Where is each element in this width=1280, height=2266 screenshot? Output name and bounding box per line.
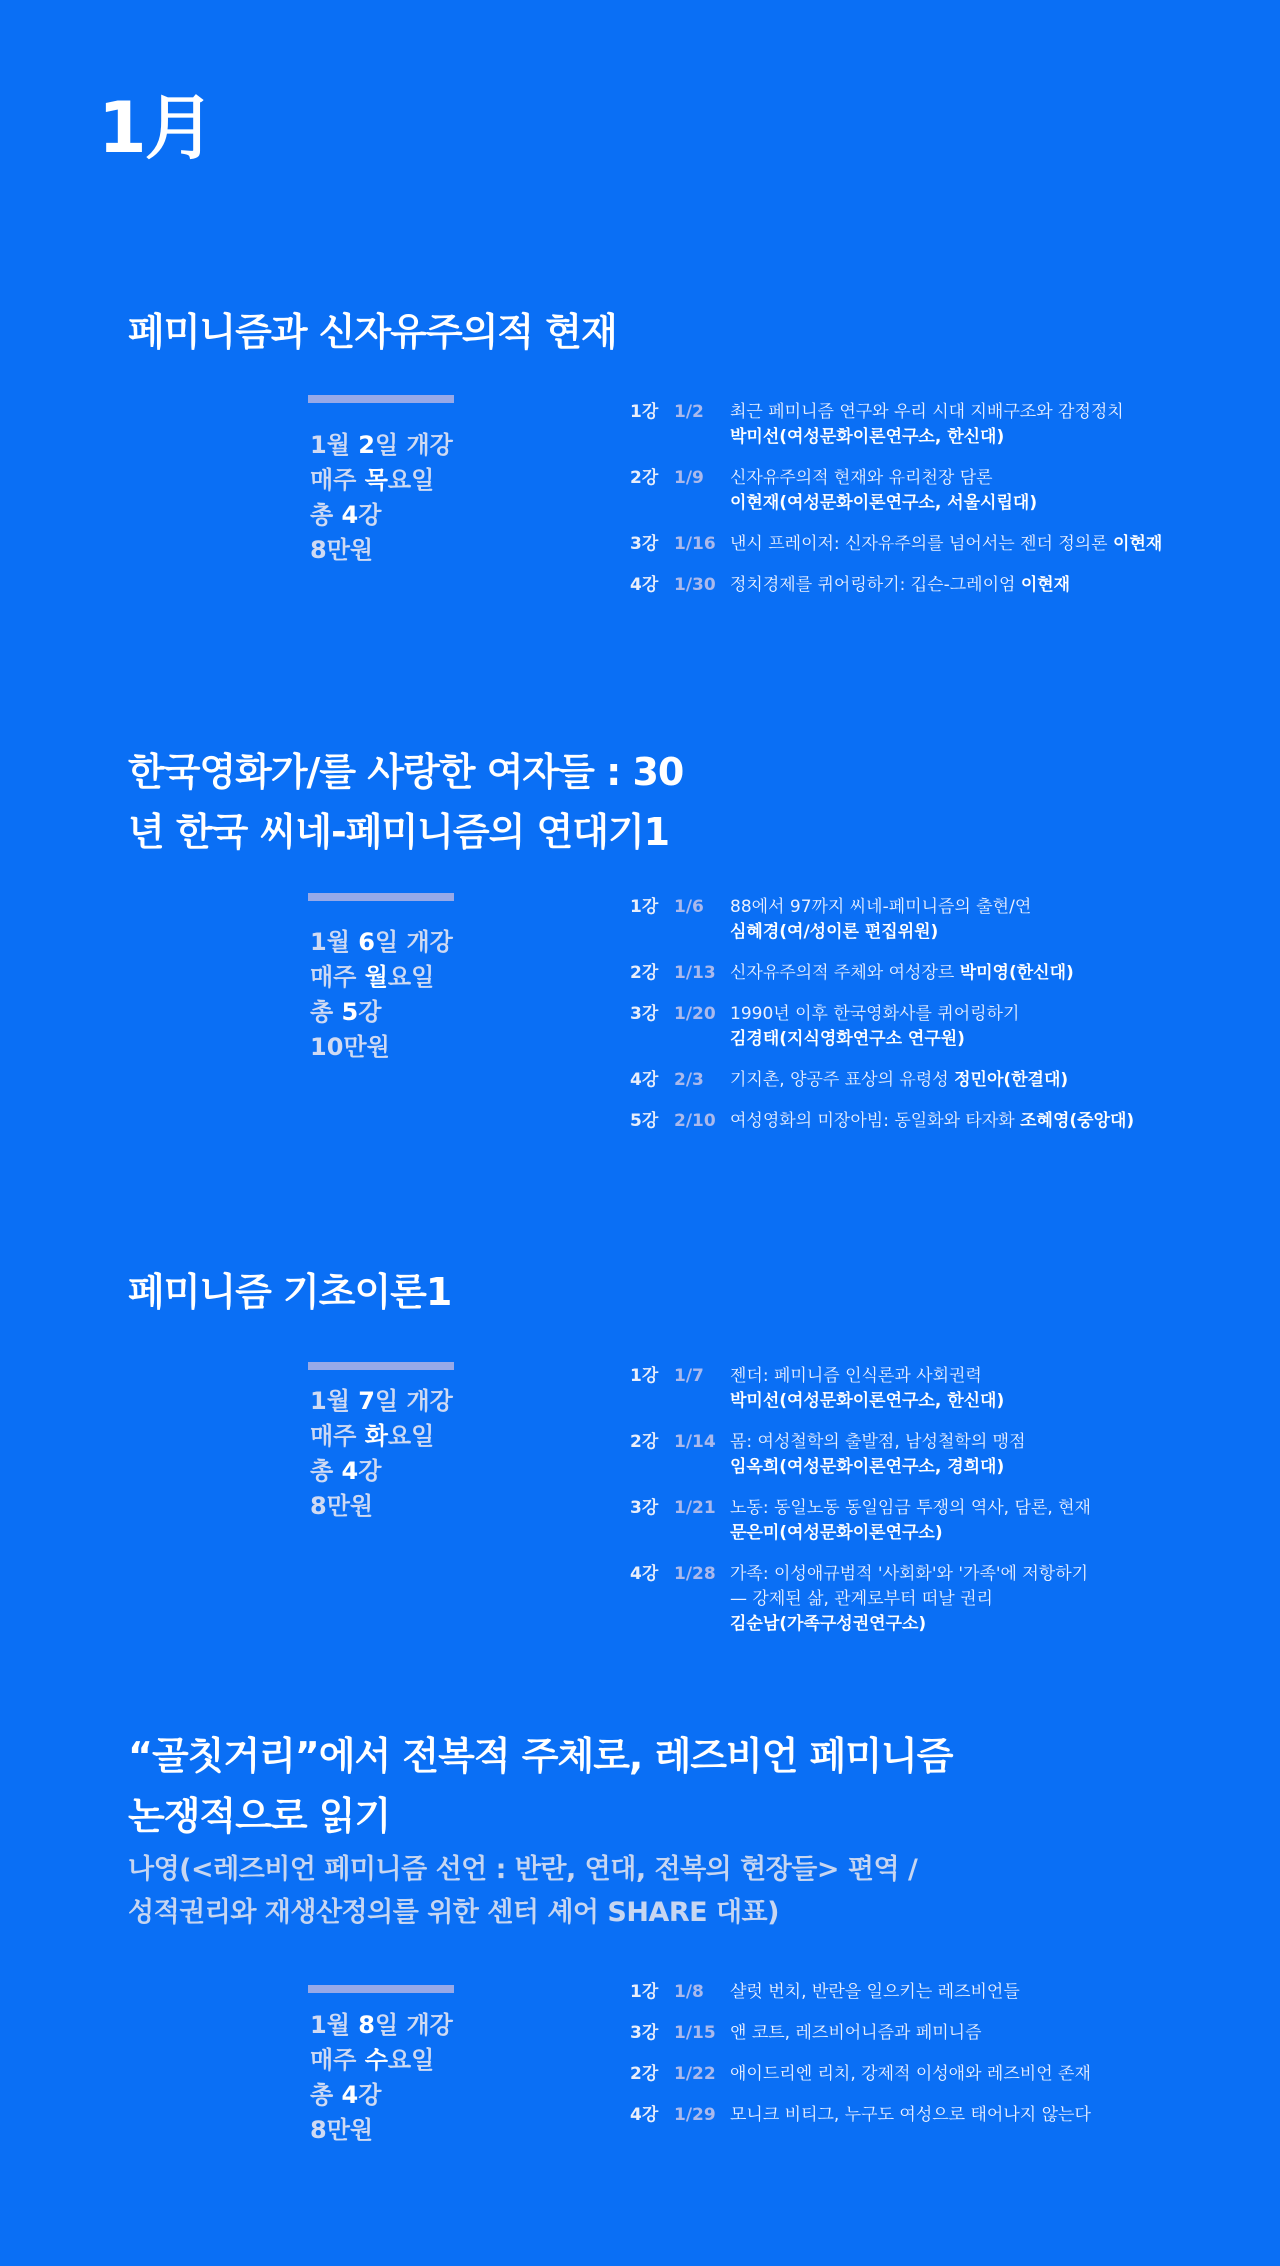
lecture-item: [630, 1496, 1270, 1546]
lecture-topic-continued: — 강제된 삶, 관계로부터 떠날 권리: [730, 1589, 993, 1609]
divider-bar: [308, 1362, 454, 1370]
lecture-number: 2강: [630, 963, 659, 983]
lecture-date: 1/21: [674, 1498, 716, 1518]
lecture-item: [630, 1109, 1270, 1134]
lecture-number: 2강: [630, 468, 659, 488]
lecture-number: 1강: [630, 897, 659, 917]
lecture-item: [630, 1364, 1270, 1414]
lecture-topic: 최근 페미니즘 연구와 우리 시대 지배구조와 감정정치: [730, 402, 1124, 422]
lecture-item: [630, 2021, 1270, 2046]
course-info: [310, 925, 453, 1065]
lecture-number: 1강: [630, 402, 659, 422]
course-info: [310, 428, 453, 568]
lecturer: 박미선(여성문화이론연구소, 한신대): [730, 1391, 1005, 1411]
start-date: 1월 8일 개강: [310, 2011, 453, 2039]
lecture-count: 총 4강: [310, 501, 382, 529]
lecturer: 심혜경(여/성이론 편집위원): [730, 922, 939, 942]
lecture-date: 1/28: [674, 1564, 716, 1584]
lecturer: 이현재: [1113, 534, 1163, 554]
lecture-item: [630, 2103, 1270, 2128]
lecture-schedule: [630, 1364, 1270, 1653]
start-date: 1월 6일 개강: [310, 928, 453, 956]
lecture-topic: 낸시 프레이저: 신자유주의를 넘어서는 젠더 정의론: [730, 534, 1108, 554]
lecture-number: 1강: [630, 1982, 659, 2002]
course-title-line: 페미니즘 기초이론1: [128, 1270, 452, 1314]
lecturer: 박미영(한신대): [959, 963, 1074, 983]
course-info: [310, 2008, 453, 2148]
lecture-topic: 앤 코트, 레즈비어니즘과 페미니즘: [730, 2023, 982, 2043]
lecture-number: 2강: [630, 2064, 659, 2084]
lecture-item: [630, 1002, 1270, 1052]
lecture-item: [630, 400, 1270, 450]
lecture-topic: 여성영화의 미장아빔: 동일화와 타자화: [730, 1111, 1015, 1131]
lecture-topic: 신자유주의적 현재와 유리천장 담론: [730, 468, 993, 488]
lecture-number: 4강: [630, 2105, 659, 2125]
lecture-number: 4강: [630, 1564, 659, 1584]
course-instructor: [128, 1848, 917, 1934]
lecturer: 김순남(가족구성권연구소): [730, 1614, 927, 1634]
lecture-topic: 젠더: 페미니즘 인식론과 사회권력: [730, 1366, 982, 1386]
lecture-number: 4강: [630, 1070, 659, 1090]
lecture-topic: 신자유주의적 주체와 여성장르: [730, 963, 955, 983]
lecture-item: [630, 1430, 1270, 1480]
lecture-number: 3강: [630, 1498, 659, 1518]
lecture-date: 2/10: [674, 1111, 716, 1131]
lecture-count: 총 4강: [310, 1457, 382, 1485]
start-date: 1월 7일 개강: [310, 1387, 453, 1415]
lecturer: 문은미(여성문화이론연구소): [730, 1523, 943, 1543]
lecture-topic: 모니크 비티그, 누구도 여성으로 태어나지 않는다: [730, 2105, 1091, 2125]
course-title-line: 한국영화가/를 사랑한 여자들 : 30: [128, 750, 684, 794]
lecture-item: [630, 895, 1270, 945]
divider-bar: [308, 1985, 454, 1993]
course-fee: 8만원: [310, 1492, 374, 1520]
lecture-number: 3강: [630, 534, 659, 554]
lecture-date: 1/30: [674, 575, 716, 595]
lecture-schedule: [630, 1980, 1270, 2144]
course-title-line: “골칫거리”에서 전복적 주체로, 레즈비언 페미니즘: [128, 1734, 953, 1778]
lecture-item: [630, 961, 1270, 986]
weekly-day: 매주 목요일: [310, 466, 435, 494]
lecture-date: 1/8: [674, 1982, 704, 2002]
lecturer: 이현재: [1020, 575, 1071, 595]
course-title-line: 년 한국 씨네-페미니즘의 연대기1: [128, 810, 670, 854]
divider-bar: [308, 395, 454, 403]
lecture-number: 1강: [630, 1366, 659, 1386]
lecture-topic: 몸: 여성철학의 출발점, 남성철학의 맹점: [730, 1432, 1026, 1452]
lecture-topic: 1990년 이후 한국영화사를 퀴어링하기: [730, 1004, 1020, 1024]
lecturer: 김경태(지식영화연구소 연구원): [730, 1029, 965, 1049]
lecture-item: [630, 2062, 1270, 2087]
lecture-number: 3강: [630, 1004, 659, 1024]
lecture-date: 1/6: [674, 897, 704, 917]
lecture-date: 1/22: [674, 2064, 716, 2084]
lecturer: 박미선(여성문화이론연구소, 한신대): [730, 427, 1005, 447]
lecture-date: 1/20: [674, 1004, 716, 1024]
lecture-schedule: [630, 895, 1270, 1150]
course-title: [128, 742, 683, 862]
lecture-item: [630, 1562, 1270, 1637]
lecturer: 정민아(한결대): [954, 1070, 1069, 1090]
lecture-count: 총 4강: [310, 2081, 382, 2109]
weekly-day: 매주 수요일: [310, 2046, 435, 2074]
lecture-item: [630, 532, 1270, 557]
lecture-number: 2강: [630, 1432, 659, 1452]
instructor-line: 나영(<레즈비언 페미니즘 선언 : 반란, 연대, 전복의 현장들> 편역 /: [128, 1854, 918, 1885]
lecture-date: 1/9: [674, 468, 704, 488]
lecture-topic: 노동: 동일노동 동일임금 투쟁의 역사, 담론, 현재: [730, 1498, 1091, 1518]
page-month-title: 1月: [98, 87, 213, 169]
start-date: 1월 2일 개강: [310, 431, 453, 459]
lecture-item: [630, 573, 1270, 598]
divider-bar: [308, 893, 454, 901]
lecture-date: 1/16: [674, 534, 716, 554]
lecture-number: 3강: [630, 2023, 659, 2043]
course-title: [128, 302, 617, 362]
course-title-line: 논쟁적으로 읽기: [128, 1794, 391, 1838]
lecture-date: 1/14: [674, 1432, 716, 1452]
lecture-date: 1/15: [674, 2023, 716, 2043]
course-title: [128, 1262, 451, 1322]
lecture-date: 1/2: [674, 402, 704, 422]
lecturer: 조혜영(중앙대): [1020, 1111, 1135, 1131]
lecture-item: [630, 1068, 1270, 1093]
lecture-date: 1/29: [674, 2105, 716, 2125]
lecture-topic: 애이드리엔 리치, 강제적 이성애와 레즈비언 존재: [730, 2064, 1091, 2084]
lecture-count: 총 5강: [310, 998, 382, 1026]
lecture-topic: 88에서 97까지 씨네-페미니즘의 출현/연: [730, 897, 1032, 917]
lecture-item: [630, 466, 1270, 516]
instructor-line: 성적권리와 재생산정의를 위한 센터 셰어 SHARE 대표): [128, 1897, 779, 1928]
lecture-date: 1/13: [674, 963, 716, 983]
course-fee: 10만원: [310, 1033, 390, 1061]
course-info: [310, 1384, 453, 1524]
lecture-date: 1/7: [674, 1366, 704, 1386]
lecture-topic: 샬럿 번치, 반란을 일으키는 레즈비언들: [730, 1982, 1020, 2002]
lecturer: 이현재(여성문화이론연구소, 서울시립대): [730, 493, 1038, 513]
course-fee: 8만원: [310, 536, 374, 564]
weekly-day: 매주 화요일: [310, 1422, 435, 1450]
lecture-number: 5강: [630, 1111, 659, 1131]
lecture-topic: 정치경제를 퀴어링하기: 깁슨-그레이엄: [730, 575, 1016, 595]
course-title: [128, 1726, 952, 1846]
lecture-item: [630, 1980, 1270, 2005]
course-fee: 8만원: [310, 2116, 374, 2144]
lecture-schedule: [630, 400, 1270, 614]
lecturer: 임옥희(여성문화이론연구소, 경희대): [730, 1457, 1005, 1477]
weekly-day: 매주 월요일: [310, 963, 435, 991]
lecture-topic: 가족: 이성애규범적 '사회화'와 '가족'에 저항하기: [730, 1564, 1089, 1584]
lecture-date: 2/3: [674, 1070, 704, 1090]
lecture-number: 4강: [630, 575, 659, 595]
course-title-line: 페미니즘과 신자유주의적 현재: [128, 310, 617, 354]
lecture-topic: 기지촌, 양공주 표상의 유령성: [730, 1070, 949, 1090]
